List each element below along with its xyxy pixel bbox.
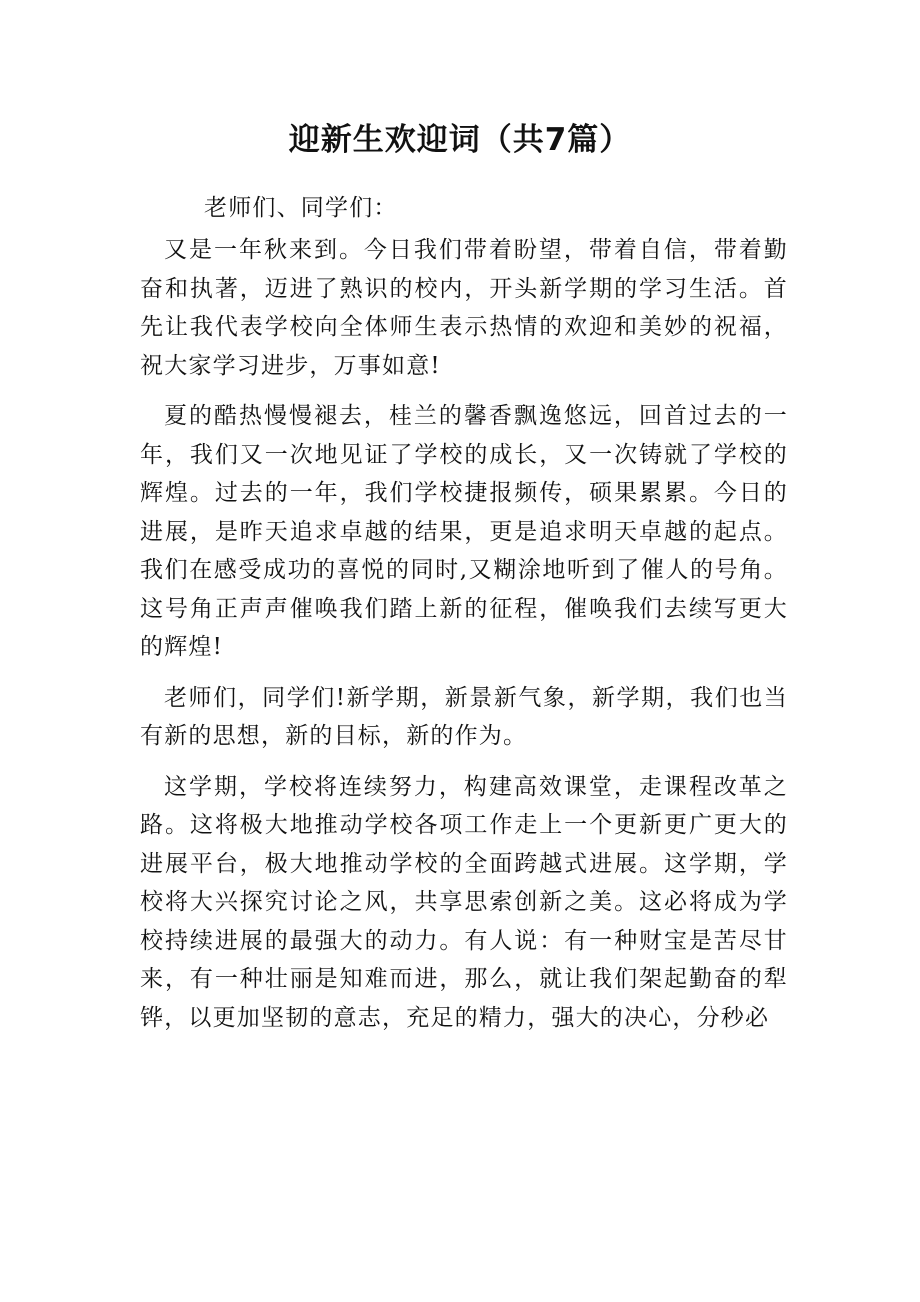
document-title: 迎新生欢迎词（共7篇） [288,122,632,158]
paragraph-4: 这学期，学校将连续努力，构建高效课堂，走课程改革之路。这将极大地推动学校各项工作走上一个更新更广更大的进展平台，极大地推动学校的全面跨越式进展。这学期，学校将大兴探究讨论之风，共享思索创新之美。这必将成为学校持续进展的最强大的动力。有人说：有一种财宝是苦尽甘来，有一种壮丽是知难而进，那么，就让我们架起勤奋的犁铧，以更加坚韧的意志，充足的精力，强大的决心，分秒必 [140,773,788,1031]
document-body [140,189,788,1049]
salutation: 老师们、同学们： [204,195,398,221]
paragraph-3: 老师们，同学们!新学期，新景新气象，新学期，我们也当有新的思想，新的目标，新的作为。 [140,684,788,749]
paragraph-1: 又是一年秋来到。今日我们带着盼望，带着自信，带着勤奋和执著，迈进了熟识的校内，开头新学期的学习生活。首先让我代表学校向全体师生表示热情的欢迎和美妙的祝福，祝大家学习进步，万事如意! [140,237,788,379]
paragraph-2: 夏的酷热慢慢褪去，桂兰的馨香飘逸悠远，回首过去的一年，我们又一次地见证了学校的成长，又一次铸就了学校的辉煌。过去的一年，我们学校捷报频传，硕果累累。今日的进展，是昨天追求卓越的结果，更是追求明天卓越的起点。我们在感受成功的喜悦的同时,又糊涂地听到了催人的号角。这号角正声声催唤我们踏上新的征程，催唤我们去续写更大的辉煌! [140,403,788,660]
